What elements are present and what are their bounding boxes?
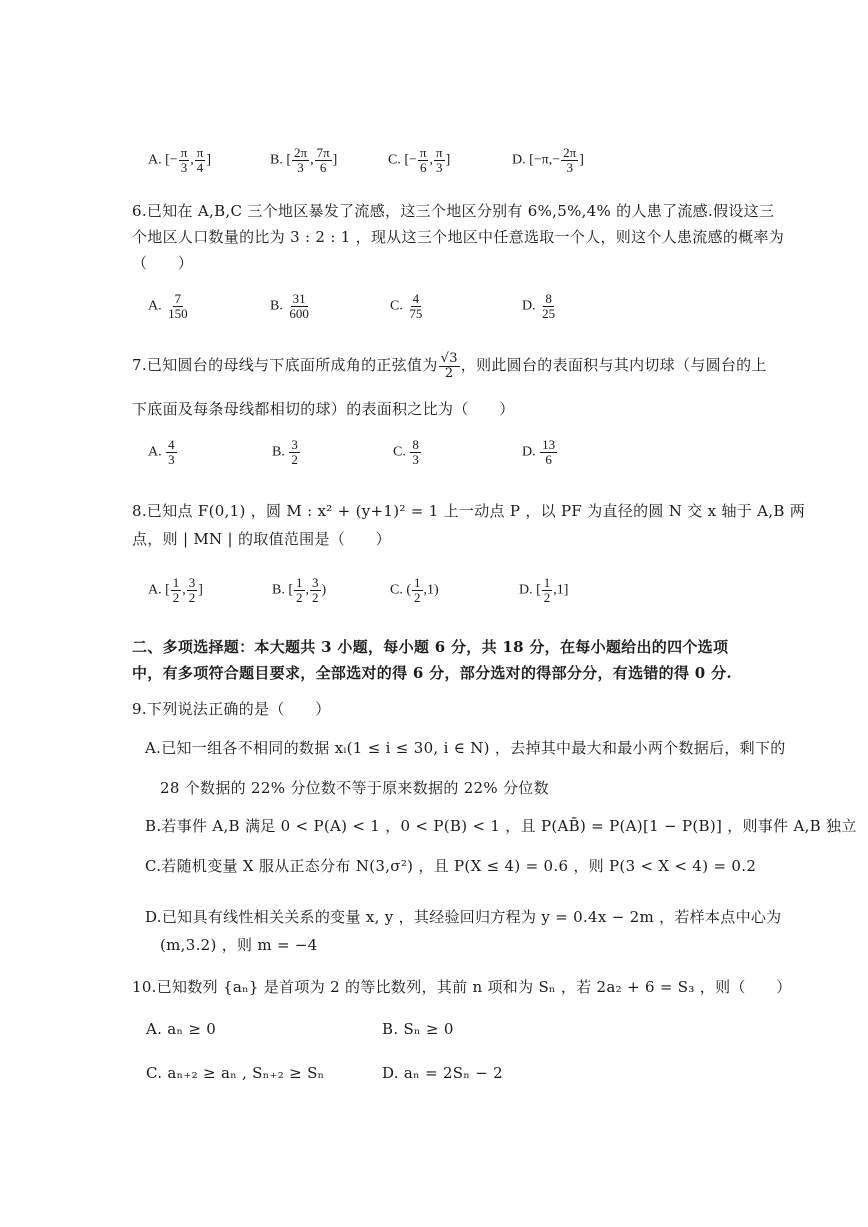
- q5-option-d: D. [−π,− $\frac{2\pi}{3}$ ]: [512, 145, 584, 175]
- section-2-heading-line-2: 中，有多项符合题目要求，全部选对的得 6 分，部分选对的得部分分，有选错的得 0 分.: [132, 664, 732, 682]
- q7-option-b: B. $\frac{3}{2}$: [272, 437, 298, 467]
- q9-option-a-line-1: A.已知一组各不相同的数据 xᵢ(1 ≤ i ≤ 30, i ∈ N) ，去掉其中最大和最小两个数据后，剩下的: [145, 739, 786, 757]
- q7-line-1: 7.已知圆台的母线与下底面所成角的正弦值为 $\frac{√3}{2}$ ，则此圆台的表面积与其内切球（与圆台的上: [132, 351, 767, 381]
- q6-option-c: C. $\frac{4}{75}$: [390, 291, 423, 321]
- q10-option-c: C. aₙ₊₂ ≥ aₙ , Sₙ₊₂ ≥ Sₙ: [146, 1064, 325, 1082]
- q8-option-d: D. [ $\frac{1}{2}$ ,1]: [519, 575, 569, 605]
- q8-line-2: 点，则 | MN | 的取值范围是（ ）: [132, 530, 391, 548]
- q10-option-d: D. aₙ = 2Sₙ − 2: [382, 1064, 504, 1082]
- q8-option-b: B. [ $\frac{1}{2}$ , $\frac{3}{2}$ ): [272, 575, 327, 605]
- q9-option-b: B.若事件 A,B 满足 0 < P(A) < 1 ，0 < P(B) < 1 ，且 P(AB̄) = P(A)[1 − P(B)] ，则事件 A,B 独立: [145, 817, 857, 835]
- q10-option-b: B. Sₙ ≥ 0: [382, 1020, 454, 1038]
- q6-line-1: 6.已知在 A,B,C 三个地区暴发了流感，这三个地区分别有 6%,5%,4% 的人患了流感.假设这三: [132, 202, 775, 220]
- q7-option-a: A. $\frac{4}{3}$: [148, 437, 175, 467]
- q6-option-d: D. $\frac{8}{25}$: [522, 291, 556, 321]
- q9-option-a-line-2: 28 个数据的 22% 分位数不等于原来数据的 22% 分位数: [160, 779, 549, 797]
- q6-line-2: 个地区人口数量的比为 3 : 2 : 1 ，现从这三个地区中任意选取一个人，则这个人患流感的概率为: [132, 228, 785, 246]
- q9-option-c: C.若随机变量 X 服从正态分布 N(3,σ²) ，且 P(X ≤ 4) = 0.6 ，则 P(3 < X < 4) = 0.2: [145, 857, 757, 875]
- q9-option-d-line-2: (m,3.2) ，则 m = −4: [160, 936, 318, 954]
- q6-line-3: （ ）: [132, 254, 194, 272]
- q8-option-a: A. [ $\frac{1}{2}$ , $\frac{3}{2}$ ]: [148, 575, 203, 605]
- q9-stem: 9.下列说法正确的是（ ）: [132, 700, 331, 718]
- q7-option-d: D. $\frac{13}{6}$: [522, 437, 556, 467]
- q8-option-c: C. ( $\frac{1}{2}$ ,1): [390, 575, 439, 605]
- q5-option-c: C. [− $\frac{\pi}{6}$ , $\frac{\pi}{3}$ ]: [388, 145, 451, 175]
- q6-option-b: B. $\frac{31}{600}$: [270, 291, 309, 321]
- section-2-heading-line-1: 二、多项选择题：本大题共 3 小题，每小题 6 分，共 18 分，在每小题给出的四个选项: [132, 638, 729, 656]
- q9-option-d-line-1: D.已知具有线性相关关系的变量 x, y ，其经验回归方程为 y = 0.4x − 2m ，若样本点中心为: [145, 908, 782, 926]
- q7-line-2: 下底面及每条母线都相切的球）的表面积之比为（ ）: [132, 400, 515, 418]
- q6-option-a: A. $\frac{7}{150}$: [148, 291, 188, 321]
- q10-stem: 10.已知数列 {aₙ} 是首项为 2 的等比数列，其前 n 项和为 Sₙ ，若 2a₂ + 6 = S₃ ，则（ ）: [132, 978, 792, 996]
- q5-option-a: A. [− $\frac{\pi}{3}$ , $\frac{\pi}{4}$ ]: [148, 145, 212, 175]
- q7-option-c: C. $\frac{8}{3}$: [393, 437, 419, 467]
- q5-option-b: B. [ $\frac{2\pi}{3}$ , $\frac{7\pi}{6}$ ]: [270, 145, 338, 175]
- q8-line-1: 8.已知点 F(0,1) ，圆 M : x² + (y+1)² = 1 上一动点 P ，以 PF 为直径的圆 N 交 x 轴于 A,B 两: [132, 502, 806, 520]
- q10-option-a: A. aₙ ≥ 0: [146, 1020, 217, 1038]
